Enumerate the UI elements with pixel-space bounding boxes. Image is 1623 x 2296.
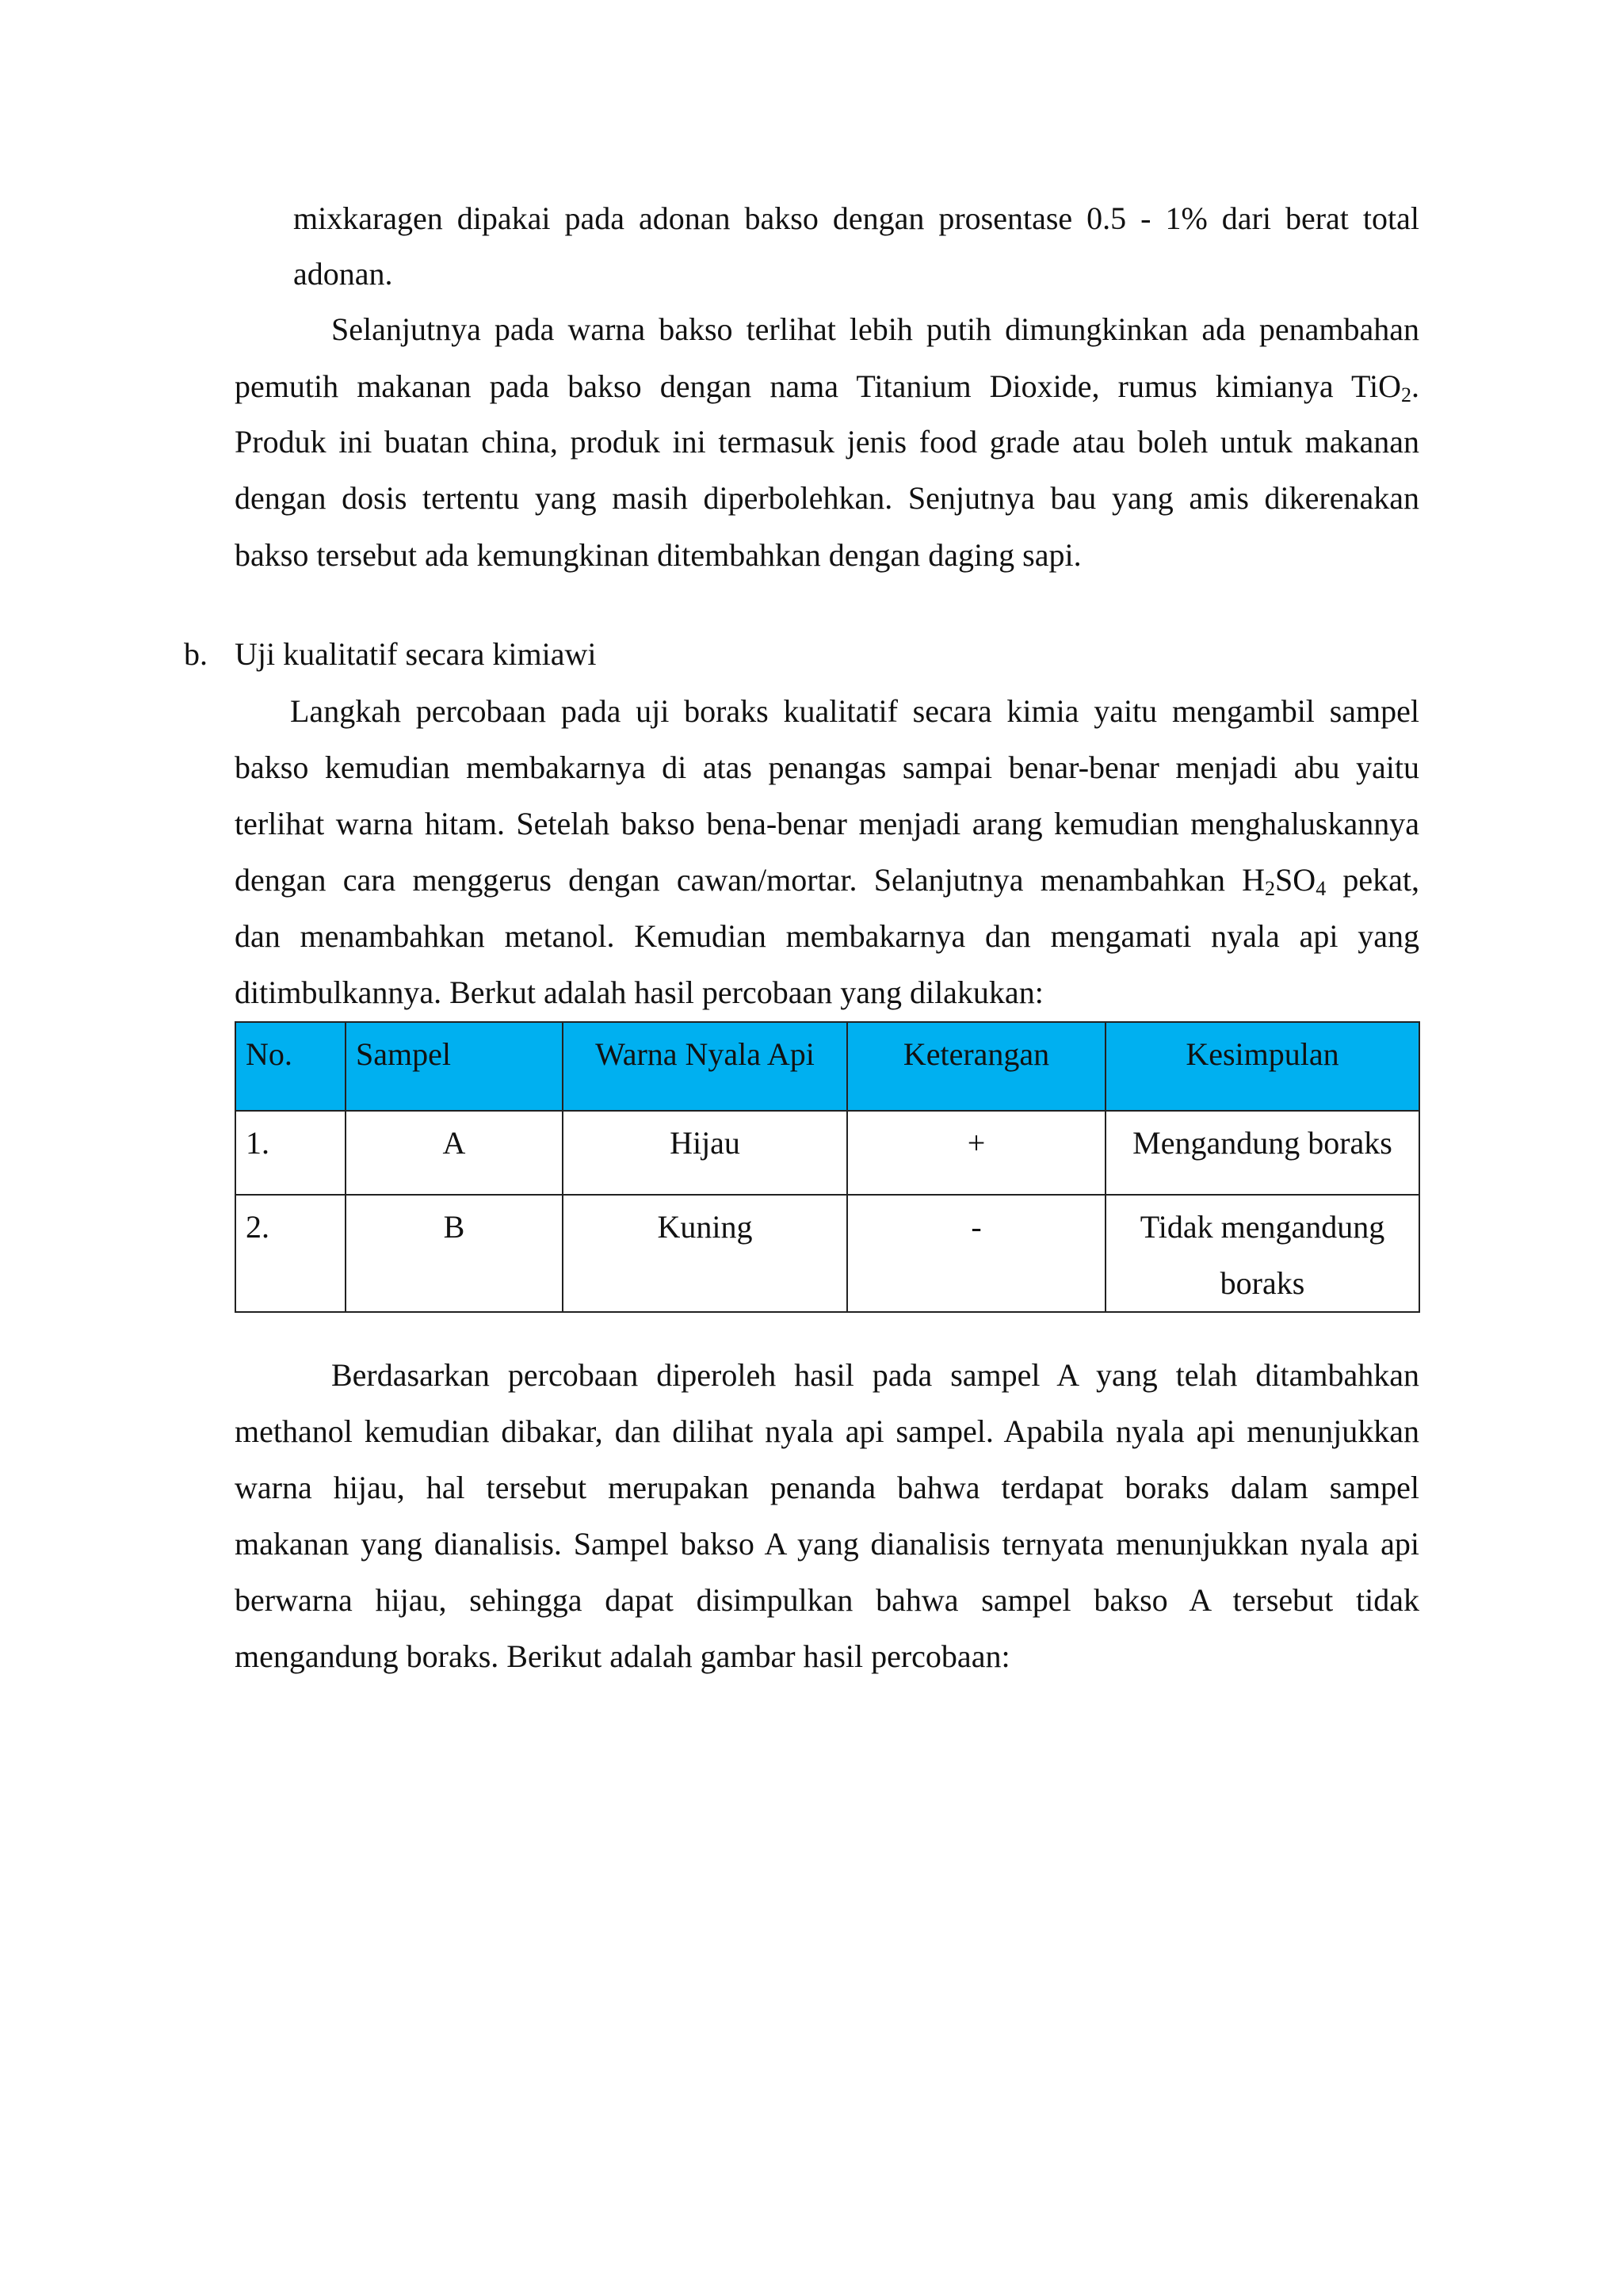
para2-line2	[235, 358, 1419, 414]
cell-no: 1.	[235, 1111, 346, 1195]
para3-line1: Langkah percobaan pada uji boraks kualitatif secara kimia yaitu mengambil sampel	[290, 693, 1419, 729]
header-no: No.	[235, 1022, 346, 1111]
so-text: SO	[1275, 862, 1316, 898]
results-table	[235, 1021, 1420, 1313]
cell-sampel: B	[346, 1195, 563, 1312]
header-warna-nyala-api: Warna Nyala Api	[563, 1022, 847, 1111]
para3-line3: terlihat warna hitam. Setelah bakso bena-benar menjadi arang kemudian menghaluskannya	[235, 806, 1419, 841]
para1-line2: adonan.	[293, 256, 393, 292]
cell-kesimpulan: Mengandung boraks	[1106, 1111, 1419, 1195]
header-kesimpulan: Kesimpulan	[1106, 1022, 1419, 1111]
cell-warna: Kuning	[563, 1195, 847, 1312]
h2-subscript: 2	[1265, 877, 1276, 900]
cell-keterangan: -	[847, 1195, 1106, 1312]
para3-line4-text: dengan cara menggerus dengan cawan/mortar. Selanjutnya menambahkan H	[235, 862, 1266, 898]
para2-line2-text: pemutih makanan pada bakso dengan nama Titanium Dioxide, rumus kimianya TiO	[235, 368, 1401, 404]
cell-warna: Hijau	[563, 1111, 847, 1195]
table-row	[235, 1111, 1419, 1195]
header-keterangan: Keterangan	[847, 1022, 1106, 1111]
para2-line3: Produk ini buatan china, produk ini termasuk jenis food grade atau boleh untuk makanan	[235, 424, 1419, 460]
cell-sampel: A	[346, 1111, 563, 1195]
para3-line5: dan menambahkan metanol. Kemudian membakarnya dan mengamati nyala api yang	[235, 918, 1419, 954]
para2-line2-end: .	[1411, 368, 1419, 404]
table-row	[235, 1195, 1419, 1312]
para4-line5: berwarna hijau, sehingga dapat disimpulkan bahwa sampel bakso A tersebut tidak	[235, 1582, 1419, 1618]
para4-line6: mengandung boraks. Berikut adalah gambar hasil percobaan:	[235, 1638, 1010, 1674]
section-b-heading: Uji kualitatif secara kimiawi	[235, 636, 597, 672]
para4-line2: methanol kemudian dibakar, dan dilihat nyala api sampel. Apabila nyala api menunjukkan	[235, 1413, 1419, 1449]
para1-line1: mixkaragen dipakai pada adonan bakso dengan prosentase 0.5 - 1% dari berat total	[293, 200, 1419, 236]
table-header-row	[235, 1022, 1419, 1111]
so4-subscript: 4	[1316, 877, 1327, 900]
para2-line5: bakso tersebut ada kemungkinan ditembahkan dengan daging sapi.	[235, 537, 1082, 573]
para3-line4-end: pekat,	[1326, 862, 1419, 898]
para3-line2: bakso kemudian membakarnya di atas penangas sampai benar-benar menjadi abu yaitu	[235, 749, 1419, 785]
cell-keterangan: +	[847, 1111, 1106, 1195]
para4-line1: Berdasarkan percobaan diperoleh hasil pada sampel A yang telah ditambahkan	[331, 1357, 1419, 1393]
tio2-subscript: 2	[1401, 383, 1411, 406]
para4-line3: warna hijau, hal tersebut merupakan penanda bahwa terdapat boraks dalam sampel	[235, 1470, 1419, 1505]
header-sampel: Sampel	[346, 1022, 563, 1111]
para3-line6: ditimbulkannya. Berkut adalah hasil percobaan yang dilakukan:	[235, 974, 1044, 1010]
para2-line1: Selanjutnya pada warna bakso terlihat lebih putih dimungkinkan ada penambahan	[331, 311, 1419, 347]
cell-no: 2.	[235, 1195, 346, 1312]
para4-line4: makanan yang dianalisis. Sampel bakso A yang dianalisis ternyata menunjukkan nyala api	[235, 1526, 1419, 1562]
para3-line4	[235, 852, 1419, 908]
section-b-marker: b.	[184, 636, 208, 672]
cell-kesimpulan: Tidak mengandung boraks	[1106, 1195, 1419, 1312]
para2-line4: dengan dosis tertentu yang masih diperbolehkan. Senjutnya bau yang amis dikerenakan	[235, 480, 1419, 516]
